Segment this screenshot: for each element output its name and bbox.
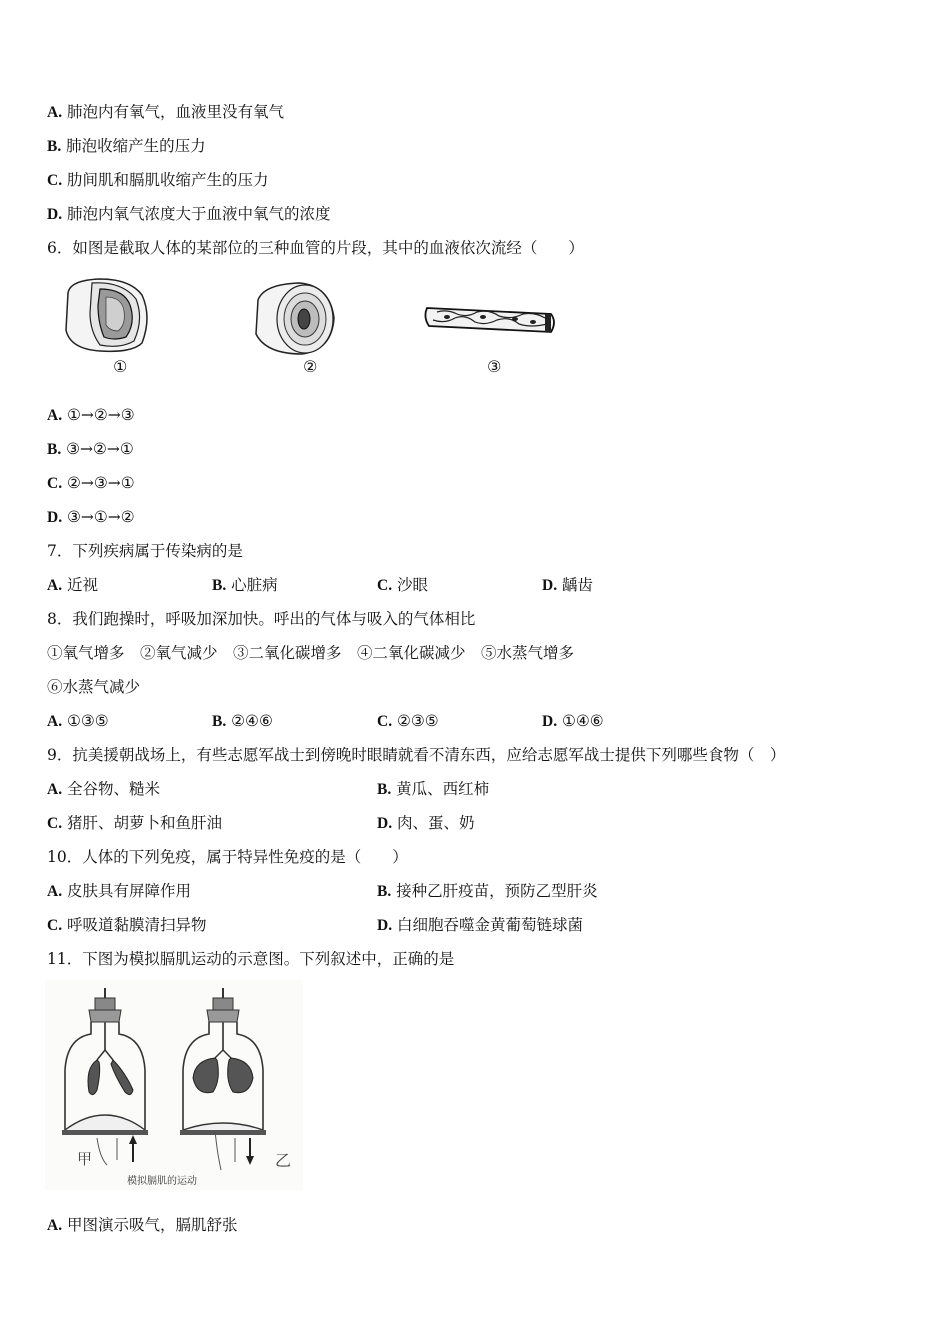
option-text: 猪肝、胡萝卜和鱼肝油 [67, 814, 223, 832]
option-text: ①③⑤ [67, 712, 109, 730]
option-text: ①→②→③ [67, 406, 135, 424]
option-label: D. [542, 577, 558, 594]
q6-stem: 6．如图是截取人体的某部位的三种血管的片段，其中的血液依次流经（ ） [47, 239, 584, 257]
vein-cross-section-icon [60, 275, 160, 355]
q8-option-b [212, 711, 273, 732]
option-label: A. [47, 104, 63, 121]
q6-option-c [47, 473, 135, 494]
option-label: A. [47, 883, 63, 900]
option-text: 接种乙肝疫苗，预防乙型肝炎 [396, 882, 598, 900]
option-label: A. [47, 1217, 63, 1234]
option-text: 心脏病 [231, 576, 278, 594]
q10-option-d [377, 915, 583, 936]
option-text: 肉、蛋、奶 [397, 814, 475, 832]
option-label: B. [377, 883, 392, 900]
vessel-3-label: ③ [487, 357, 502, 376]
vessel-1-figure [60, 275, 160, 355]
option-label: C. [377, 713, 393, 730]
q7-stem: 7．下列疾病属于传染病的是 [47, 542, 243, 560]
q8-option-c [377, 711, 439, 732]
figure-label-jia: 甲 [77, 1150, 93, 1168]
option-label: C. [377, 577, 393, 594]
capillary-icon [423, 300, 558, 340]
q10-stem: 10．人体的下列免疫，属于特异性免疫的是（ ） [47, 848, 408, 866]
option-text: ③→①→② [67, 508, 135, 526]
q9-stem: 9．抗美援朝战场上，有些志愿军战士到傍晚时眼睛就看不清东西，应给志愿军战士提供下列哪些食物（ ） [47, 746, 786, 764]
option-text: 沙眼 [397, 576, 429, 594]
option-text: 皮肤具有屏障作用 [67, 882, 192, 900]
option-label: B. [47, 138, 62, 155]
q7-option-a [47, 575, 98, 596]
option-label: A. [47, 781, 63, 798]
jar-jia [62, 988, 148, 1165]
artery-cross-section-icon [250, 278, 340, 358]
q9-option-c [47, 813, 222, 834]
option-text: 肺泡内有氧气，血液里没有氧气 [67, 103, 285, 121]
option-label: B. [212, 713, 227, 730]
q9-option-a [47, 779, 160, 800]
q11-stem: 11．下图为模拟膈肌运动的示意图。下列叙述中，正确的是 [47, 950, 455, 968]
option-label: D. [377, 815, 393, 832]
q5-option-d [47, 204, 331, 225]
option-text: 近视 [67, 576, 99, 594]
option-label: B. [377, 781, 392, 798]
option-text: 呼吸道黏膜清扫异物 [67, 916, 207, 934]
option-text: ③→②→① [66, 440, 134, 458]
vessel-2-figure [250, 278, 340, 358]
option-label: C. [47, 917, 63, 934]
option-text: 肺泡收缩产生的压力 [66, 137, 206, 155]
option-text: 甲图演示吸气，膈肌舒张 [67, 1216, 238, 1234]
figure-label-yi: 乙 [275, 1151, 292, 1170]
option-label: D. [377, 917, 393, 934]
option-label: C. [47, 172, 63, 189]
diaphragm-model-figure [45, 980, 303, 1190]
option-label: C. [47, 815, 63, 832]
option-text: ②③⑤ [397, 712, 439, 730]
q11-option-a [47, 1215, 238, 1236]
q10-option-a [47, 881, 191, 902]
option-label: A. [47, 407, 63, 424]
q7-option-b [212, 575, 278, 596]
q5-option-a [47, 102, 284, 123]
figure-caption: 模拟膈肌的运动 [127, 1176, 197, 1187]
option-label: D. [47, 509, 63, 526]
option-text: ①④⑥ [562, 712, 604, 730]
option-text: 肺泡内氧气浓度大于血液中氧气的浓度 [67, 205, 331, 223]
option-text: 龋齿 [562, 576, 594, 594]
vessel-2-label: ② [303, 357, 318, 376]
q9-option-b [377, 779, 489, 800]
option-text: 白细胞吞噬金黄葡萄链球菌 [397, 916, 584, 934]
q7-option-d [542, 575, 593, 596]
q6-option-d [47, 507, 135, 528]
q8-items-line1: ①氧气增多 ②氧气减少 ③二氧化碳增多 ④二氧化碳减少 ⑤水蒸气增多 [47, 644, 575, 662]
option-text: ②→③→① [67, 474, 135, 492]
jar-yi [180, 988, 266, 1170]
option-label: D. [47, 206, 63, 223]
option-text: ②④⑥ [231, 712, 273, 730]
option-text: 黄瓜、西红柿 [396, 780, 490, 798]
q8-stem: 8．我们跑操时，呼吸加深加快。呼出的气体与吸入的气体相比 [47, 610, 476, 628]
q8-option-d [542, 711, 604, 732]
vessel-3-figure [423, 300, 558, 340]
q10-option-c [47, 915, 207, 936]
q8-option-a [47, 711, 109, 732]
option-label: C. [47, 475, 63, 492]
vessel-1-label: ① [113, 357, 128, 376]
option-label: A. [47, 713, 63, 730]
option-label: A. [47, 577, 63, 594]
q6-option-b [47, 439, 134, 460]
option-text: 全谷物、糙米 [67, 780, 161, 798]
q10-option-b [377, 881, 598, 902]
q9-option-d [377, 813, 475, 834]
q5-option-b [47, 136, 206, 157]
q8-items-line2: ⑥水蒸气减少 [47, 678, 141, 696]
q5-option-c [47, 170, 269, 191]
q7-option-c [377, 575, 428, 596]
option-label: B. [47, 441, 62, 458]
q6-option-a [47, 405, 135, 426]
option-text: 肋间肌和膈肌收缩产生的压力 [67, 171, 269, 189]
option-label: D. [542, 713, 558, 730]
option-label: B. [212, 577, 227, 594]
